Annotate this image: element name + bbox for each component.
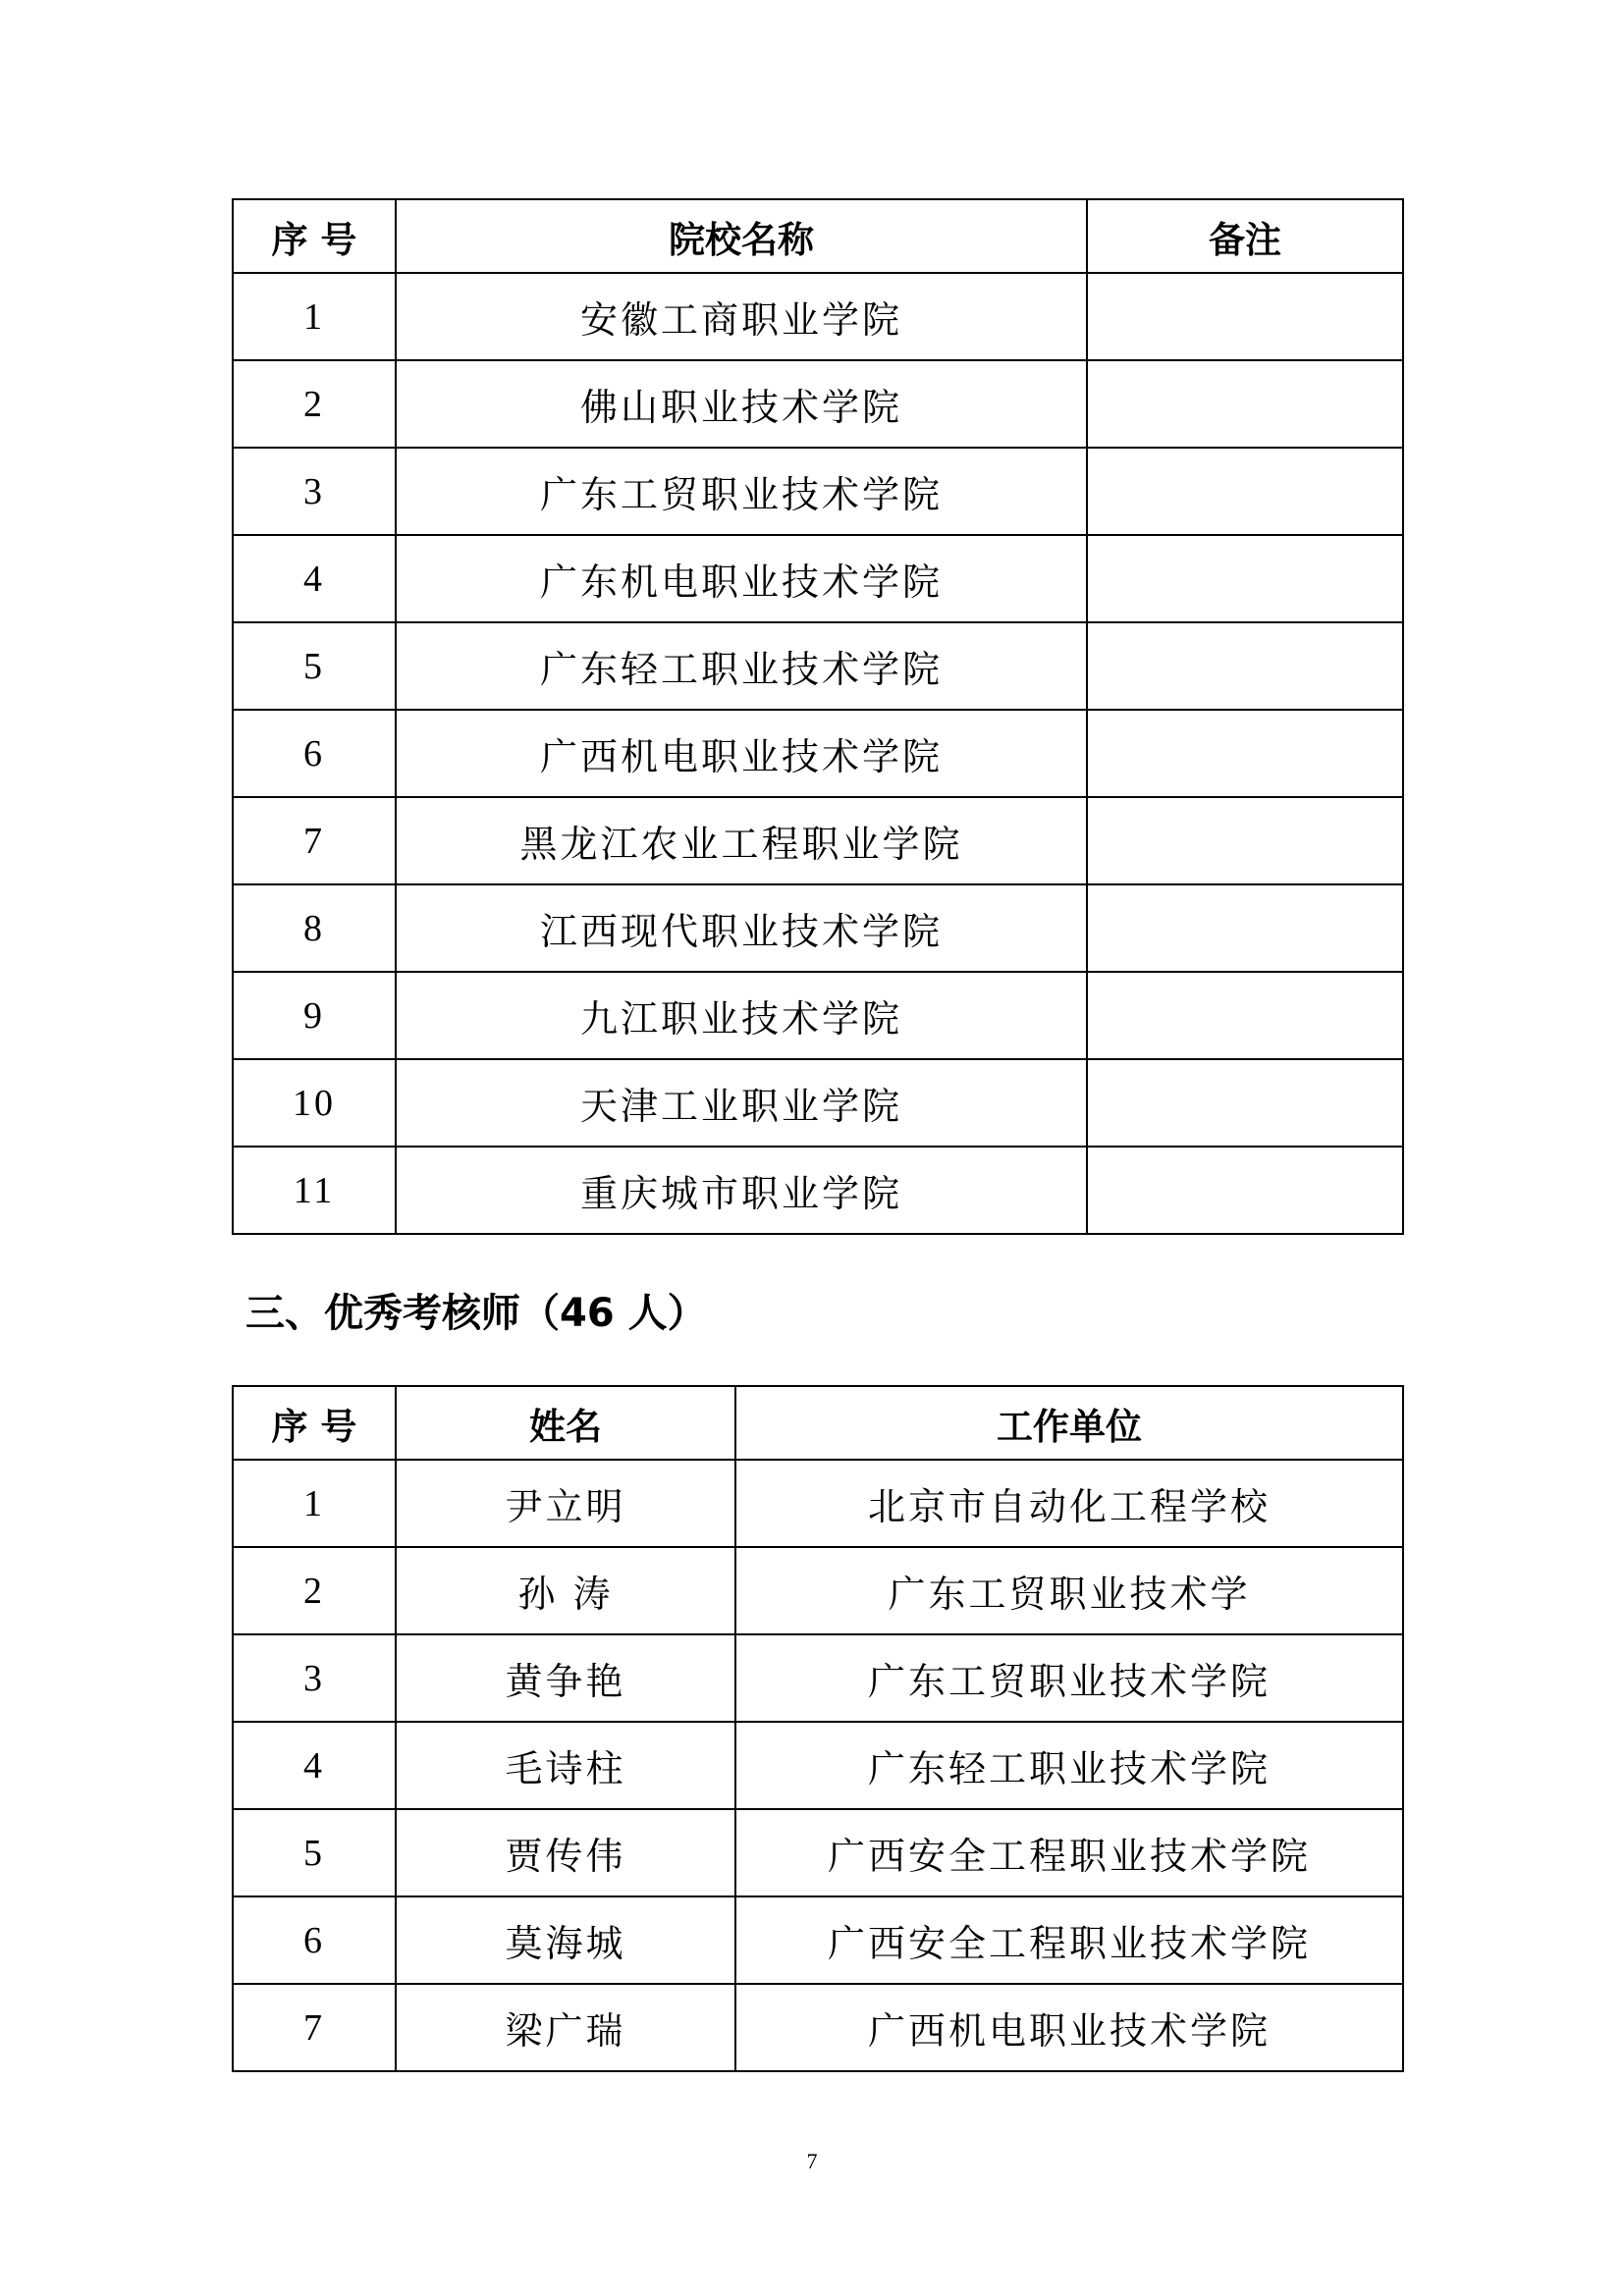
person-name-cell: 贾传伟 (396, 1809, 735, 1896)
institution-name-cell: 九江职业技术学院 (396, 972, 1087, 1059)
institution-name-cell: 广东轻工职业技术学院 (396, 622, 1087, 710)
table-row (233, 972, 1403, 1059)
row-number-cell: 10 (233, 1059, 396, 1147)
examiners-table (232, 1385, 1404, 2072)
table-row (233, 1147, 1403, 1234)
work-unit-cell: 广东工贸职业技术学 (735, 1547, 1403, 1634)
work-unit-cell: 广东轻工职业技术学院 (735, 1722, 1403, 1809)
institution-name-cell: 广东工贸职业技术学院 (396, 448, 1087, 535)
work-unit-cell: 广东工贸职业技术学院 (735, 1634, 1403, 1722)
table-row (233, 710, 1403, 797)
row-number-cell: 4 (233, 535, 396, 622)
row-number-cell: 3 (233, 1634, 396, 1722)
table-row (233, 1809, 1403, 1896)
person-name-cell: 孙 涛 (396, 1547, 735, 1634)
remarks-cell (1087, 360, 1403, 448)
row-number-cell: 11 (233, 1147, 396, 1234)
table-row (233, 273, 1403, 360)
institution-name-cell: 黑龙江农业工程职业学院 (396, 797, 1087, 884)
table-row (233, 1460, 1403, 1547)
row-number-cell: 2 (233, 1547, 396, 1634)
remarks-cell (1087, 448, 1403, 535)
remarks-cell (1087, 1147, 1403, 1234)
remarks-cell (1087, 273, 1403, 360)
column-header-institution: 院校名称 (396, 199, 1087, 273)
remarks-cell (1087, 710, 1403, 797)
table-row (233, 1896, 1403, 1984)
column-header-no: 序 号 (233, 199, 396, 273)
row-number-cell: 8 (233, 884, 396, 972)
remarks-cell (1087, 884, 1403, 972)
person-name-cell: 尹立明 (396, 1460, 735, 1547)
institution-name-cell: 佛山职业技术学院 (396, 360, 1087, 448)
row-number-cell: 5 (233, 622, 396, 710)
column-header-remarks: 备注 (1087, 199, 1403, 273)
institution-name-cell: 重庆城市职业学院 (396, 1147, 1087, 1234)
table-row (233, 1984, 1403, 2071)
remarks-cell (1087, 972, 1403, 1059)
row-number-cell: 4 (233, 1722, 396, 1809)
table-row (233, 535, 1403, 622)
table-row (233, 1722, 1403, 1809)
row-number-cell: 6 (233, 1896, 396, 1984)
table-row (233, 884, 1403, 972)
person-name-cell: 莫海城 (396, 1896, 735, 1984)
remarks-cell (1087, 797, 1403, 884)
table-row (233, 360, 1403, 448)
institution-name-cell: 江西现代职业技术学院 (396, 884, 1087, 972)
table-header-row (233, 199, 1403, 273)
row-number-cell: 7 (233, 1984, 396, 2071)
remarks-cell (1087, 622, 1403, 710)
column-header-no: 序 号 (233, 1386, 396, 1460)
table-row (233, 797, 1403, 884)
person-name-cell: 梁广瑞 (396, 1984, 735, 2071)
column-header-name: 姓名 (396, 1386, 735, 1460)
work-unit-cell: 广西机电职业技术学院 (735, 1984, 1403, 2071)
institution-name-cell: 天津工业职业学院 (396, 1059, 1087, 1147)
row-number-cell: 1 (233, 1460, 396, 1547)
table-row (233, 1634, 1403, 1722)
institution-name-cell: 安徽工商职业学院 (396, 273, 1087, 360)
person-name-cell: 黄争艳 (396, 1634, 735, 1722)
table-row (233, 1547, 1403, 1634)
institution-name-cell: 广西机电职业技术学院 (396, 710, 1087, 797)
row-number-cell: 1 (233, 273, 396, 360)
work-unit-cell: 北京市自动化工程学校 (735, 1460, 1403, 1547)
table-header-row (233, 1386, 1403, 1460)
row-number-cell: 5 (233, 1809, 396, 1896)
work-unit-cell: 广西安全工程职业技术学院 (735, 1896, 1403, 1984)
page-number: 7 (806, 2149, 818, 2173)
remarks-cell (1087, 1059, 1403, 1147)
table-row (233, 622, 1403, 710)
row-number-cell: 9 (233, 972, 396, 1059)
row-number-cell: 7 (233, 797, 396, 884)
row-number-cell: 2 (233, 360, 396, 448)
remarks-cell (1087, 535, 1403, 622)
institution-name-cell: 广东机电职业技术学院 (396, 535, 1087, 622)
table-row (233, 1059, 1403, 1147)
row-number-cell: 3 (233, 448, 396, 535)
institutions-table (232, 198, 1404, 1235)
row-number-cell: 6 (233, 710, 396, 797)
table-row (233, 448, 1403, 535)
section-heading: 三、优秀考核师（46 人） (245, 1291, 707, 1336)
work-unit-cell: 广西安全工程职业技术学院 (735, 1809, 1403, 1896)
person-name-cell: 毛诗柱 (396, 1722, 735, 1809)
column-header-work-unit: 工作单位 (735, 1386, 1403, 1460)
